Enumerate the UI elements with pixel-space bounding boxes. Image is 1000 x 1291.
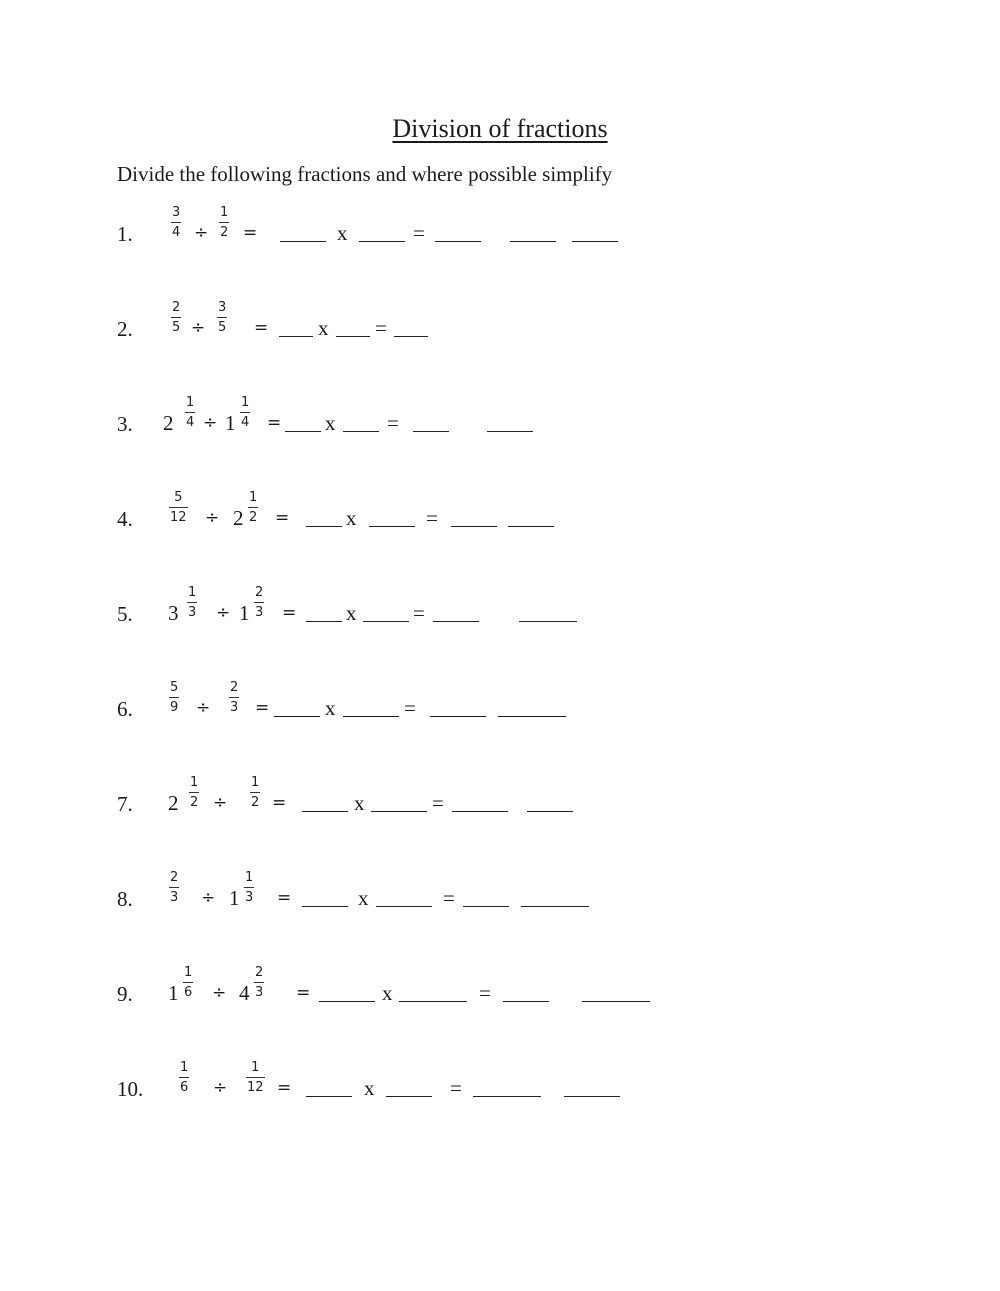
whole-number: 1 bbox=[225, 411, 236, 435]
answer-blank[interactable] bbox=[399, 1001, 467, 1002]
problem-row bbox=[117, 395, 877, 455]
worksheet-title: Division of fractions bbox=[392, 114, 608, 143]
divide-sign: ÷ bbox=[213, 1078, 228, 1098]
answer-blank[interactable] bbox=[498, 716, 566, 717]
problem-number: 5. bbox=[117, 602, 133, 626]
divisor-fraction: 1 3 bbox=[245, 870, 254, 905]
answer-blank[interactable] bbox=[369, 526, 415, 527]
divide-sign: ÷ bbox=[196, 698, 211, 718]
answer-blank[interactable] bbox=[430, 716, 486, 717]
dividend-fraction: 3 4 bbox=[172, 205, 181, 240]
answer-blank[interactable] bbox=[451, 526, 497, 527]
equals-sign: = bbox=[450, 1076, 462, 1100]
problem-number: 2. bbox=[117, 317, 133, 341]
problem-number: 9. bbox=[117, 982, 133, 1006]
answer-blank[interactable] bbox=[503, 1001, 549, 1002]
whole-number: 2 bbox=[168, 791, 179, 815]
whole-number: 2 bbox=[233, 506, 244, 530]
answer-blank[interactable] bbox=[572, 241, 618, 242]
problem-row bbox=[117, 585, 877, 645]
divisor-fraction: 1 2 bbox=[251, 775, 260, 810]
problem-number: 1. bbox=[117, 222, 133, 246]
dividend-fraction: 1 4 bbox=[186, 395, 195, 430]
whole-number: 1 bbox=[168, 981, 179, 1005]
answer-blank[interactable] bbox=[371, 811, 427, 812]
answer-blank[interactable] bbox=[306, 526, 342, 527]
answer-blank[interactable] bbox=[452, 811, 508, 812]
multiply-sign: x bbox=[354, 791, 365, 815]
whole-number: 1 bbox=[239, 601, 250, 625]
answer-blank[interactable] bbox=[473, 1096, 541, 1097]
answer-blank[interactable] bbox=[285, 431, 321, 432]
dividend-fraction: 1 6 bbox=[180, 1060, 189, 1095]
divide-sign: ÷ bbox=[213, 793, 228, 813]
multiply-sign: x bbox=[337, 221, 348, 245]
multiply-sign: x bbox=[346, 506, 357, 530]
divisor-fraction: 1 4 bbox=[241, 395, 250, 430]
answer-blank[interactable] bbox=[582, 1001, 650, 1002]
answer-blank[interactable] bbox=[359, 241, 405, 242]
equals-sign: = bbox=[413, 221, 425, 245]
answer-blank[interactable] bbox=[280, 241, 326, 242]
dividend-fraction: 2 5 bbox=[172, 300, 181, 335]
answer-blank[interactable] bbox=[279, 336, 313, 337]
divisor-fraction: 1 12 bbox=[247, 1060, 264, 1095]
whole-number: 1 bbox=[229, 886, 240, 910]
equals-sign: = bbox=[387, 411, 399, 435]
multiply-sign: x bbox=[325, 411, 336, 435]
divisor-fraction: 3 5 bbox=[218, 300, 227, 335]
answer-blank[interactable] bbox=[319, 1001, 375, 1002]
problem-row bbox=[117, 205, 877, 265]
problem-row bbox=[117, 775, 877, 835]
divisor-fraction: 2 3 bbox=[255, 965, 264, 1000]
answer-blank[interactable] bbox=[343, 716, 399, 717]
equals-sign: = bbox=[277, 888, 292, 908]
equals-sign: = bbox=[275, 508, 290, 528]
answer-blank[interactable] bbox=[306, 621, 342, 622]
problem-row bbox=[117, 490, 877, 550]
equals-sign: = bbox=[243, 223, 258, 243]
divide-sign: ÷ bbox=[205, 508, 220, 528]
divide-sign: ÷ bbox=[194, 223, 209, 243]
multiply-sign: x bbox=[364, 1076, 375, 1100]
multiply-sign: x bbox=[382, 981, 393, 1005]
answer-blank[interactable] bbox=[306, 1096, 352, 1097]
equals-sign: = bbox=[413, 601, 425, 625]
answer-blank[interactable] bbox=[343, 431, 379, 432]
problem-number: 4. bbox=[117, 507, 133, 531]
equals-sign: = bbox=[432, 791, 444, 815]
divide-sign: ÷ bbox=[216, 603, 231, 623]
answer-blank[interactable] bbox=[302, 906, 348, 907]
dividend-fraction: 1 6 bbox=[184, 965, 193, 1000]
answer-blank[interactable] bbox=[435, 241, 481, 242]
problem-number: 7. bbox=[117, 792, 133, 816]
problem-number: 3. bbox=[117, 412, 133, 436]
multiply-sign: x bbox=[358, 886, 369, 910]
divisor-fraction: 1 2 bbox=[249, 490, 258, 525]
answer-blank[interactable] bbox=[274, 716, 320, 717]
answer-blank[interactable] bbox=[487, 431, 533, 432]
dividend-fraction: 5 12 bbox=[170, 490, 187, 525]
divisor-fraction: 2 3 bbox=[255, 585, 264, 620]
equals-sign: = bbox=[277, 1078, 292, 1098]
equals-sign: = bbox=[282, 603, 297, 623]
equals-sign: = bbox=[426, 506, 438, 530]
problem-row bbox=[117, 300, 877, 360]
divide-sign: ÷ bbox=[191, 318, 206, 338]
answer-blank[interactable] bbox=[302, 811, 348, 812]
dividend-fraction: 5 9 bbox=[170, 680, 179, 715]
equals-sign: = bbox=[375, 316, 387, 340]
whole-number: 3 bbox=[168, 601, 179, 625]
whole-number: 4 bbox=[239, 981, 250, 1005]
problem-number: 6. bbox=[117, 697, 133, 721]
problem-number: 8. bbox=[117, 887, 133, 911]
problem-number: 10. bbox=[117, 1077, 144, 1101]
answer-blank[interactable] bbox=[519, 621, 577, 622]
divide-sign: ÷ bbox=[203, 413, 218, 433]
answer-blank[interactable] bbox=[413, 431, 449, 432]
dividend-fraction: 1 3 bbox=[188, 585, 197, 620]
answer-blank[interactable] bbox=[394, 336, 428, 337]
problem-row bbox=[117, 1060, 877, 1120]
answer-blank[interactable] bbox=[510, 241, 556, 242]
equals-sign: = bbox=[272, 793, 287, 813]
equals-sign: = bbox=[479, 981, 491, 1005]
whole-number: 2 bbox=[163, 411, 174, 435]
equals-sign: = bbox=[296, 983, 311, 1003]
answer-blank[interactable] bbox=[521, 906, 589, 907]
equals-sign: = bbox=[404, 696, 416, 720]
equals-sign: = bbox=[254, 318, 269, 338]
answer-blank[interactable] bbox=[363, 621, 409, 622]
answer-blank[interactable] bbox=[463, 906, 509, 907]
equals-sign: = bbox=[443, 886, 455, 910]
divisor-fraction: 2 3 bbox=[230, 680, 239, 715]
answer-blank[interactable] bbox=[508, 526, 554, 527]
answer-blank[interactable] bbox=[433, 621, 479, 622]
multiply-sign: x bbox=[318, 316, 329, 340]
answer-blank[interactable] bbox=[386, 1096, 432, 1097]
multiply-sign: x bbox=[325, 696, 336, 720]
equals-sign: = bbox=[267, 413, 282, 433]
answer-blank[interactable] bbox=[527, 811, 573, 812]
equals-sign: = bbox=[255, 698, 270, 718]
dividend-fraction: 1 2 bbox=[190, 775, 199, 810]
divisor-fraction: 1 2 bbox=[220, 205, 229, 240]
dividend-fraction: 2 3 bbox=[170, 870, 179, 905]
answer-blank[interactable] bbox=[564, 1096, 620, 1097]
problem-row bbox=[117, 965, 877, 1025]
divide-sign: ÷ bbox=[201, 888, 216, 908]
answer-blank[interactable] bbox=[376, 906, 432, 907]
multiply-sign: x bbox=[346, 601, 357, 625]
problem-row bbox=[117, 870, 877, 930]
answer-blank[interactable] bbox=[336, 336, 370, 337]
problem-row bbox=[117, 680, 877, 740]
divide-sign: ÷ bbox=[212, 983, 227, 1003]
instructions: Divide the following fractions and where possible simplify bbox=[117, 162, 613, 186]
